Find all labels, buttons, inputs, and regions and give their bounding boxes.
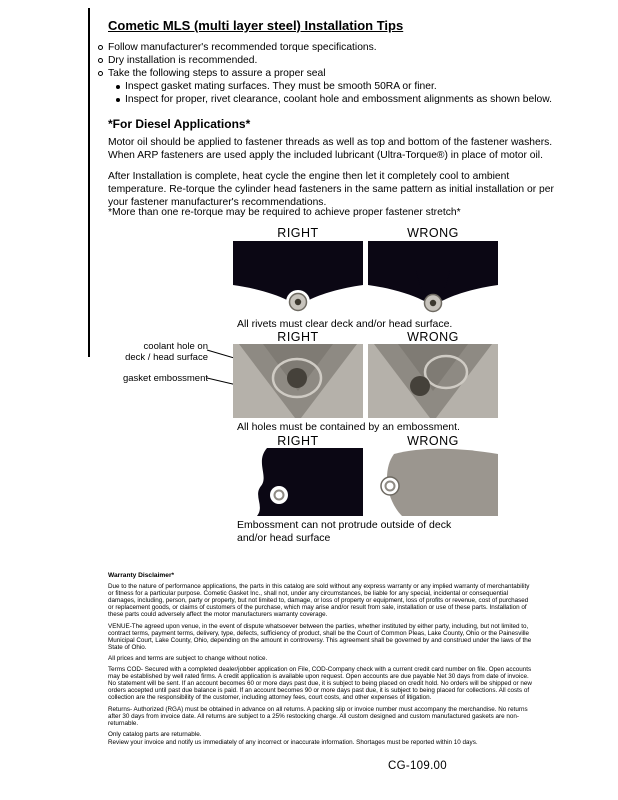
coolant-hole-annotation (112, 341, 208, 363)
list-item (98, 54, 552, 67)
bullet-text: Inspect gasket mating surfaces. They must be smooth 50RA or finer. (125, 81, 437, 92)
embossment-caption-line-2: and/or head surface (237, 531, 331, 544)
right-column-label: RIGHT (277, 226, 319, 240)
embossment-right-illustration (233, 448, 363, 516)
bullet-text: Inspect for proper, rivet clearance, coolant hole and embossment alignments as shown below. (125, 94, 552, 105)
annotation-line-2: deck / head surface (125, 352, 208, 363)
diesel-paragraph-2: After Installation is complete, heat cycle the engine then let it completely cool to ambient temperature. Re-torque the cylinder head fasteners in the same pattern as initial installation or per your fastener manufacturer's recommendations. (108, 171, 554, 208)
wrong-column-label: WRONG (407, 226, 459, 240)
list-item (98, 67, 552, 80)
open-bullet-icon (98, 45, 103, 50)
embossment-caption (237, 519, 451, 544)
warranty-heading: Warranty Disclaimer* (108, 572, 175, 579)
rivet-right-illustration (233, 241, 363, 314)
list-item (116, 80, 552, 93)
rivet-wrong-illustration (368, 241, 498, 314)
diagram-embossment-right (233, 448, 363, 516)
bullet-text: Follow manufacturer's recommended torque specifications. (108, 42, 377, 53)
warranty-paragraph: Terms COD- Secured with a completed dealer/jobber application on File, COD-Company check with a current credit card number on file. Open accounts may be established by well rated firms. A credit application is available upon request. Open accounts are due payable Net 30 days from date of invoice. No statement will be sent. If an account becomes 60 or more days past due, it is subject to being placed on credit hold. No orders will be shipped or new orders accepted until past due balance is paid. If an account becomes 90 or more days past due, it is subject to being placed for collections. All costs of collection are the responsibility of the customer, including attorney fees, court costs, and other expenses of litigation. (108, 666, 532, 702)
bullet-text: Take the following steps to assure a proper seal (108, 68, 326, 79)
embossment-caption-line-1: Embossment can not protrude outside of deck (237, 519, 452, 531)
list-item (116, 93, 552, 106)
holes-wrong-illustration (368, 344, 498, 418)
warranty-disclaimer-section (108, 572, 532, 750)
diagram-holes-wrong (368, 344, 498, 418)
diagram-embossment-wrong (368, 448, 498, 516)
diagram-rivet-right (233, 241, 363, 314)
warranty-paragraph: Returns- Authorized (RGA) must be obtained in advance on all returns. A packing slip or invoice number must accompany the merchandise. No returns after 30 days from invoice date. All returns are subject to a 25% restocking charge. All custom designed and custom manufactured gaskets are non-returnable. (108, 705, 528, 727)
right-column-label: RIGHT (277, 434, 319, 448)
tips-bullet-list (98, 41, 552, 106)
list-item (98, 41, 552, 54)
wrong-column-label: WRONG (407, 330, 459, 344)
right-column-label: RIGHT (277, 330, 319, 344)
embossment-wrong-illustration (368, 448, 498, 516)
warranty-paragraph: Only catalog parts are returnable. (108, 730, 202, 738)
catalog-page-code: CG-109.00 (388, 760, 447, 772)
filled-bullet-icon (116, 85, 120, 89)
open-bullet-icon (98, 58, 103, 63)
warranty-paragraph: VENUE-The agreed upon venue, in the event of dispute whatsoever between the parties, whether instituted by either party, including, but not limited to, contract terms, payment terms, delivery, type, defects, sufficiency of product, shall be the Court of Common Pleas, Lake County, Ohio or the Painesville Municipal Court, Lake County, Ohio, depending on the amount in controversy. This agreement shall be governed by and construed under the laws of the State of Ohio. (108, 622, 532, 651)
filled-bullet-icon (116, 98, 120, 102)
retorque-note: *More than one re-torque may be required to achieve proper fastener stretch* (108, 207, 461, 218)
warranty-paragraph: Review your invoice and notify us immediately of any incorrect or inaccurate information. Shortages must be reported within 10 days. (108, 738, 478, 746)
diagram-rivet-wrong (368, 241, 498, 314)
page-title: Cometic MLS (multi layer steel) Installation Tips (108, 18, 404, 33)
open-bullet-icon (98, 71, 103, 76)
diagram-holes-right (233, 344, 363, 418)
warranty-paragraph: All prices and terms are subject to change without notice. (108, 654, 268, 662)
holes-caption: All holes must be contained by an embossment. (237, 421, 460, 433)
warranty-paragraph: Due to the nature of performance applications, the parts in this catalog are sold without any express warranty or any implied warranty of merchantability or fitness for a particular purpose. Cometic Gasket Inc., shall not, under any circumstances, be liable for any special, incidental or consequential damages, including, person, party or property, but not limited to, damage, or loss of property or equipment, loss of profits or revenue, cost of purchased or replacement goods, or claims of customers of the purchase, which may arise and/or result from sale, installation or use of these parts. Installation of these parts could adversely affect the motor manufacturers warranty coverage. (108, 583, 530, 619)
gasket-embossment-annotation: gasket embossment (122, 373, 208, 384)
left-edge-rule (88, 8, 90, 357)
holes-right-illustration (233, 344, 363, 418)
wrong-column-label: WRONG (407, 434, 459, 448)
diesel-paragraph-1: Motor oil should be applied to fastener threads as well as top and bottom of the fastener washers. When ARP fasteners are used apply the included lubricant (Ultra-Torque®) in place of motor oil. (108, 137, 553, 161)
bullet-text: Dry installation is recommended. (108, 55, 258, 66)
diesel-applications-heading: *For Diesel Applications* (108, 117, 251, 131)
annotation-line-1: coolant hole on (143, 341, 208, 352)
rivet-caption: All rivets must clear deck and/or head surface. (237, 318, 453, 330)
